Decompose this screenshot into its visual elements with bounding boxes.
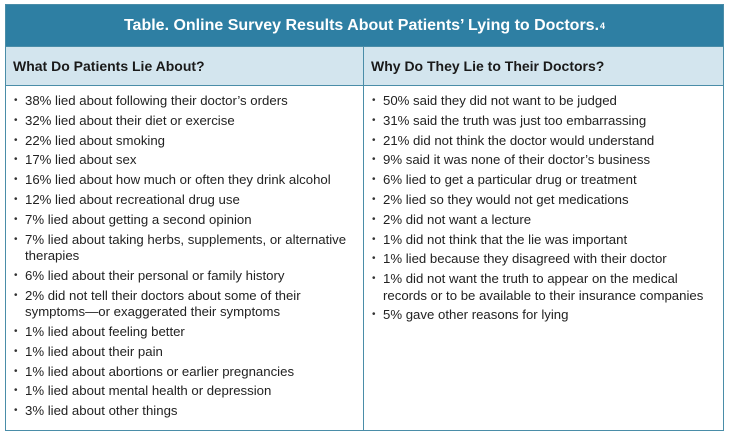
footnote-ref: 4 (600, 20, 606, 31)
what-list-item (14, 403, 357, 420)
what-column (6, 86, 364, 431)
why-list-item (372, 113, 717, 130)
why-list-item-text: 1% lied because they disagreed with their doctor (383, 251, 667, 267)
what-list-item (14, 288, 357, 321)
what-list-item-text: 7% lied about getting a second opinion (25, 211, 252, 227)
what-list-item-text: 1% lied about mental health or depression (25, 383, 272, 399)
why-list-item-text: 1% did not think that the lie was important (383, 231, 628, 247)
why-list-item (372, 212, 717, 229)
what-list-item (14, 192, 357, 209)
bullet-icon: • (14, 289, 18, 301)
column-header-what: What Do Patients Lie About? (6, 47, 364, 85)
why-list-item (372, 271, 717, 304)
what-list-item (14, 383, 357, 400)
what-list-item (14, 113, 357, 130)
table-body-row (6, 86, 723, 431)
bullet-icon: • (372, 193, 376, 205)
bullet-icon: • (372, 309, 376, 321)
table-title (6, 5, 723, 46)
what-list-item-text: 38% lied about following their doctor’s orders (25, 93, 288, 108)
bullet-icon: • (14, 385, 18, 397)
bullet-icon: • (372, 154, 376, 166)
bullet-icon: • (14, 345, 18, 357)
bullet-icon: • (14, 174, 18, 186)
bullet-icon: • (14, 154, 18, 166)
survey-table (5, 4, 724, 431)
why-list-item (372, 307, 717, 324)
why-list-item (372, 133, 717, 150)
what-list-item (14, 212, 357, 229)
what-list-item-text: 22% lied about smoking (25, 132, 166, 148)
why-list-item (372, 251, 717, 268)
what-list-item (14, 232, 357, 265)
why-list-item-text: 50% said they did not want to be judged (383, 93, 617, 108)
why-list-item-text: 21% did not think the doctor would understand (383, 132, 655, 148)
what-list (14, 93, 357, 420)
bullet-icon: • (14, 325, 18, 337)
what-list-item (14, 344, 357, 361)
table-title-text: Table. Online Survey Results About Patients’ Lying to Doctors. (123, 16, 600, 34)
bullet-icon: • (14, 405, 18, 417)
what-list-item (14, 133, 357, 150)
column-header-why: Why Do They Lie to Their Doctors? (371, 58, 605, 74)
column-header-row (6, 46, 723, 86)
why-list-item-text: 31% said the truth was just too embarrassing (383, 112, 647, 128)
why-list-item (372, 192, 717, 209)
what-list-item-text: 6% lied about their personal or family history (25, 267, 285, 283)
what-list-item (14, 172, 357, 189)
bullet-icon: • (14, 365, 18, 377)
why-column (364, 86, 723, 431)
what-list-item-text: 17% lied about sex (25, 152, 137, 168)
what-list-item (14, 152, 357, 169)
bullet-icon: • (14, 233, 18, 245)
bullet-icon: • (14, 213, 18, 225)
why-list-item-text: 1% did not want the truth to appear on the medical records or to be available to their insurance companies (383, 271, 704, 303)
what-list-item-text: 12% lied about recreational drug use (25, 191, 240, 207)
bullet-icon: • (372, 174, 376, 186)
what-list-item-text: 1% lied about abortions or earlier pregnancies (25, 363, 295, 379)
what-list-item-text: 32% lied about their diet or exercise (25, 112, 235, 128)
bullet-icon: • (372, 213, 376, 225)
why-list-item (372, 172, 717, 189)
bullet-icon: • (372, 134, 376, 146)
what-list-item (14, 93, 357, 110)
what-list-item-text: 2% did not tell their doctors about some of their symptoms—or exaggerated their symptoms (25, 287, 301, 320)
bullet-icon: • (372, 233, 376, 245)
what-list-item (14, 268, 357, 285)
why-list-item (372, 152, 717, 169)
what-list-item-text: 3% lied about other things (25, 403, 178, 419)
what-list-item (14, 324, 357, 341)
bullet-icon: • (372, 273, 376, 285)
what-list-item (14, 364, 357, 381)
bullet-icon: • (14, 114, 18, 126)
bullet-icon: • (372, 95, 376, 106)
why-list-item-text: 6% lied to get a particular drug or treatment (383, 172, 637, 188)
bullet-icon: • (372, 253, 376, 265)
why-list-item-text: 2% did not want a lecture (383, 211, 532, 227)
why-list-item-text: 9% said it was none of their doctor’s business (383, 152, 651, 168)
why-list-item (372, 232, 717, 249)
bullet-icon: • (14, 134, 18, 146)
why-list (372, 93, 717, 324)
bullet-icon: • (372, 114, 376, 126)
what-list-item-text: 1% lied about feeling better (25, 323, 185, 339)
what-list-item-text: 7% lied about taking herbs, supplements, or alternative therapies (25, 231, 347, 264)
what-list-item-text: 1% lied about their pain (25, 343, 163, 359)
why-list-item-text: 5% gave other reasons for lying (383, 307, 569, 323)
why-list-item (372, 93, 717, 110)
bullet-icon: • (14, 269, 18, 281)
why-list-item-text: 2% lied so they would not get medications (383, 191, 629, 207)
what-list-item-text: 16% lied about how much or often they drink alcohol (25, 172, 331, 188)
bullet-icon: • (14, 95, 18, 106)
bullet-icon: • (14, 193, 18, 205)
